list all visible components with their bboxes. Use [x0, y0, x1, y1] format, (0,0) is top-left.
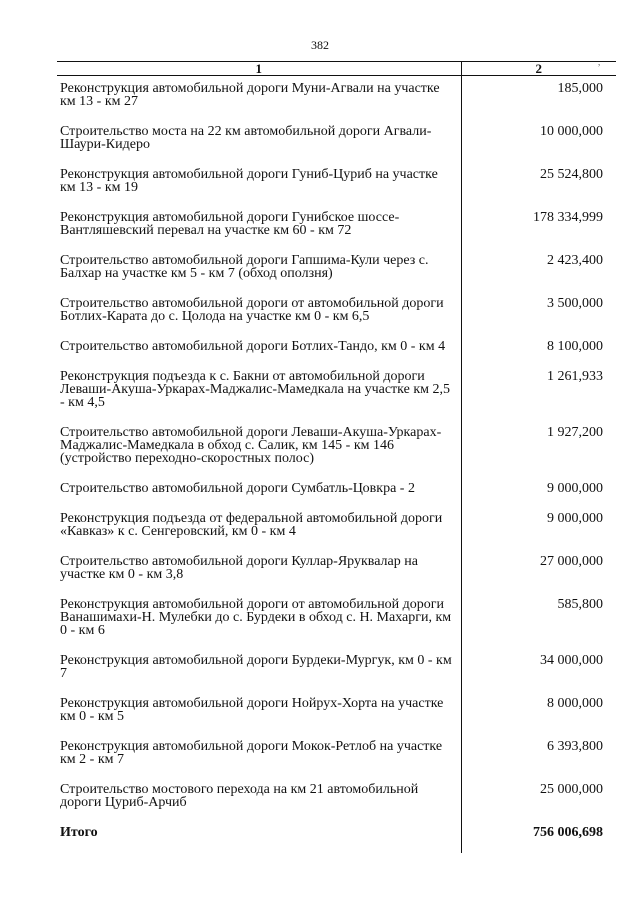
budget-table [57, 61, 616, 853]
row-description: Строительство автомобильной дороги от автомобильной дороги Ботлих-Карата до с. Цолода на участке км 0 - км 6,5 [60, 296, 444, 324]
total-row [57, 821, 616, 853]
row-amount: 9 000,000 [461, 477, 616, 507]
table-row [57, 120, 616, 163]
row-description: Строительство автомобильной дороги Ботлих-Тандо, км 0 - км 4 [60, 339, 446, 354]
table-row [57, 163, 616, 206]
row-description: Реконструкция автомобильной дороги Мокок-Ретлоб на участке км 2 - км 7 [60, 739, 443, 767]
row-amount: 34 000,000 [461, 649, 616, 692]
table-row [57, 692, 616, 735]
row-description: Реконструкция автомобильной дороги Гунибское шоссе-Вантляшевский перевал на участке км 60 - км 72 [60, 210, 400, 238]
row-description: Реконструкция автомобильной дороги Гуниб-Цуриб на участке км 13 - км 19 [60, 167, 438, 195]
column-header-1: 1 [57, 62, 461, 76]
table-row [57, 76, 616, 121]
row-description: Реконструкция автомобильной дороги от автомобильной дороги Ванашимахи-Н. Мулебки до с. Бурдеки в обход с. Н. Махарги, км 0 - км 6 [60, 597, 452, 638]
total-amount: 756 006,698 [461, 821, 616, 853]
row-description: Строительство автомобильной дороги Сумбатль-Цовкра - 2 [60, 481, 415, 496]
row-description: Строительство автомобильной дороги Леваши-Акуша-Уркарах-Маджалис-Мамедкала в обход с. Салик, км 145 - км 146 (устройство переходно-скоростных полос) [60, 425, 442, 466]
table-row [57, 593, 616, 649]
row-description: Реконструкция автомобильной дороги Нойрух-Хорта на участке км 0 - км 5 [60, 696, 444, 724]
table-header-row [57, 62, 616, 76]
row-description: Реконструкция подъезда от федеральной автомобильной дороги «Кавказ» к с. Сенгеровский, км 0 - км 4 [60, 511, 443, 539]
table-row [57, 649, 616, 692]
row-amount: 585,800 [461, 593, 616, 649]
row-description: Реконструкция автомобильной дороги Бурдеки-Мургук, км 0 - км 7 [60, 653, 452, 681]
table-row [57, 477, 616, 507]
row-amount: 185,000 [461, 76, 616, 121]
row-description: Строительство автомобильной дороги Гапшима-Кули через с. Балхар на участке км 5 - км 7 (обход оползня) [60, 253, 429, 281]
table-row [57, 206, 616, 249]
total-label: Итого [60, 825, 98, 840]
row-amount: 25 524,800 [461, 163, 616, 206]
row-amount: 1 261,933 [461, 365, 616, 421]
row-amount: 9 000,000 [461, 507, 616, 550]
row-description: Строительство моста на 22 км автомобильной дороги Агвали-Шаури-Кидеро [60, 124, 432, 152]
row-description: Строительство автомобильной дороги Куллар-Яруквалар на участке км 0 - км 3,8 [60, 554, 418, 582]
row-amount: 2 423,400 [461, 249, 616, 292]
table-row [57, 507, 616, 550]
row-amount: 8 100,000 [461, 335, 616, 365]
row-amount: 10 000,000 [461, 120, 616, 163]
table-row [57, 550, 616, 593]
row-amount: 25 000,000 [461, 778, 616, 821]
table-row [57, 778, 616, 821]
table-row [57, 292, 616, 335]
row-description: Строительство мостового перехода на км 21 автомобильной дороги Цуриб-Арчиб [60, 782, 419, 810]
page-number: 382 [311, 38, 329, 52]
table-row [57, 249, 616, 292]
row-amount: 6 393,800 [461, 735, 616, 778]
table-row [57, 735, 616, 778]
row-description: Реконструкция автомобильной дороги Муни-Агвали на участке км 13 - км 27 [60, 81, 440, 109]
row-description: Реконструкция подъезда к с. Бакни от автомобильной дороги Леваши-Акуша-Уркарах-Маджалис-Мамедкала на участке км 2,5 - км 4,5 [60, 369, 450, 410]
row-amount: 1 927,200 [461, 421, 616, 477]
row-amount: 8 000,000 [461, 692, 616, 735]
table-row [57, 365, 616, 421]
row-amount: 178 334,999 [461, 206, 616, 249]
table-row [57, 335, 616, 365]
row-amount: 27 000,000 [461, 550, 616, 593]
row-amount: 3 500,000 [461, 292, 616, 335]
table-row [57, 421, 616, 477]
column-header-2: 2 [461, 62, 616, 76]
corner-mark: , [598, 57, 601, 67]
